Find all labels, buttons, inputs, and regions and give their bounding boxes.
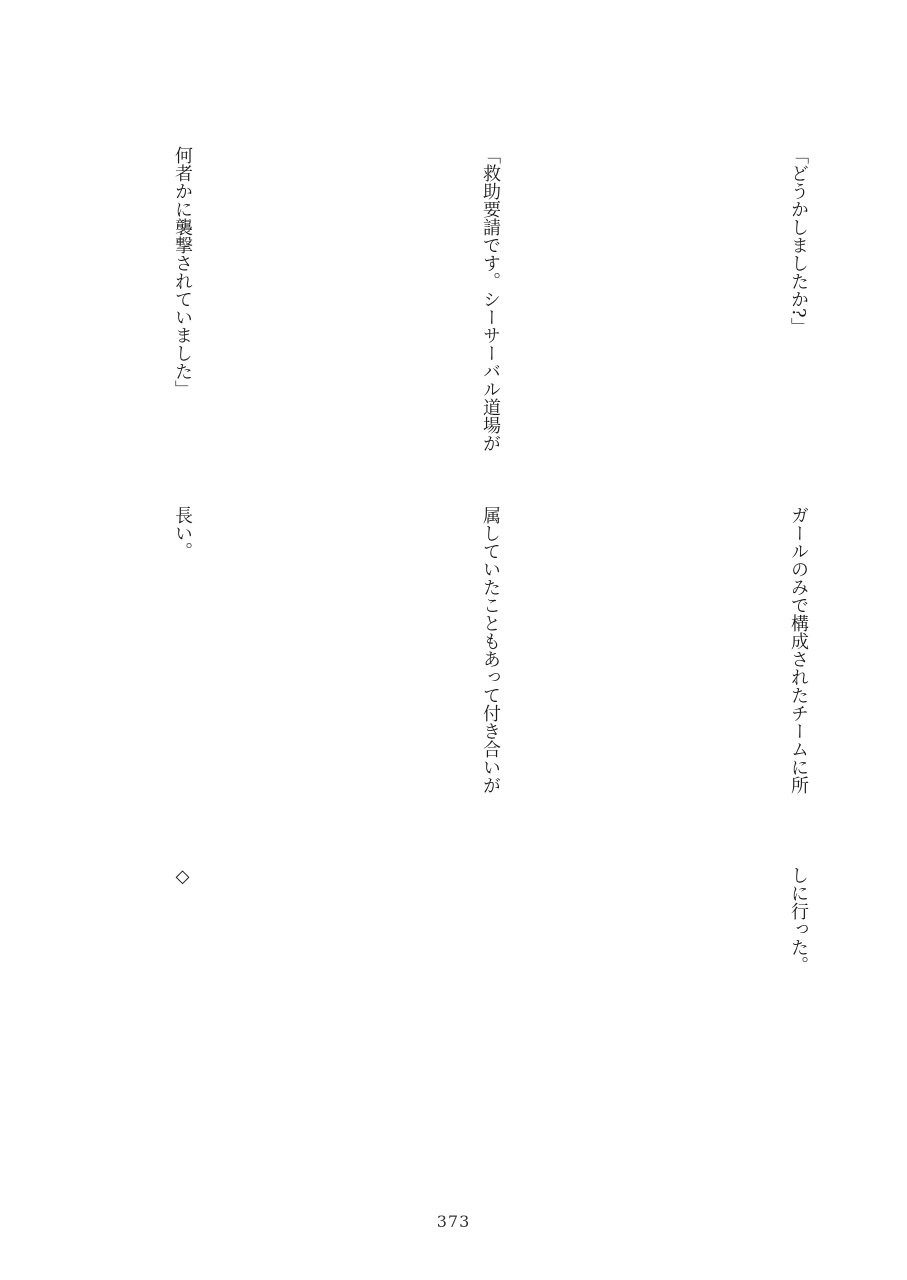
text-column: 「どうかしましたか?」 xyxy=(788,146,809,336)
blank-column xyxy=(198,866,506,1174)
text-column: ガールのみで構成されたチームに所 xyxy=(788,506,809,794)
text-column: 属していたこともあって付き合いが xyxy=(480,506,501,794)
text-column: しに行った。 xyxy=(788,866,809,974)
text-band-top xyxy=(0,146,814,454)
text-column: 「救助要請です。シーサーバル道場が xyxy=(480,146,501,452)
text-band-bottom xyxy=(0,866,814,1174)
scene-break-marker: ◇ xyxy=(172,866,193,887)
page-number: 373 xyxy=(436,1212,471,1231)
text-column: 長い。 xyxy=(172,506,193,560)
text-band-middle xyxy=(0,506,814,814)
text-column: 何者かに襲撃されていました」 xyxy=(172,146,193,398)
